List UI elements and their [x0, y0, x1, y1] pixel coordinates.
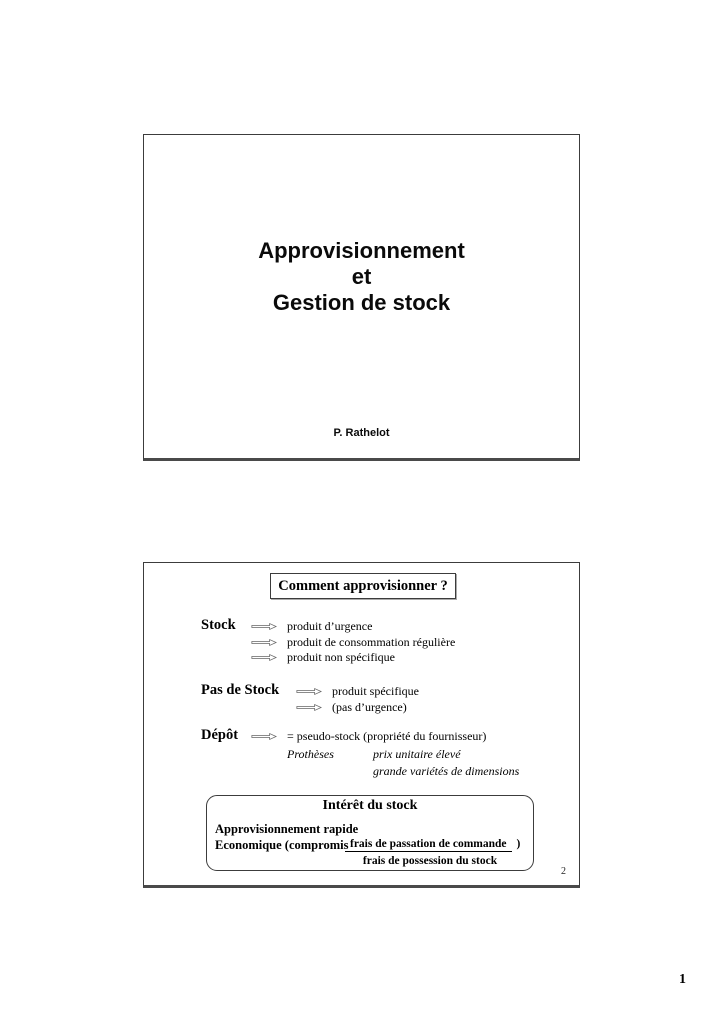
double-arrow-icon: [251, 638, 277, 647]
double-arrow-icon: [296, 687, 322, 696]
pas-de-stock-item-2: (pas d’urgence): [332, 700, 407, 714]
interet-fraction: [345, 838, 520, 852]
depot-label: Dépôt: [201, 727, 239, 743]
double-arrow-icon: [251, 653, 277, 662]
stock-label: Stock: [201, 617, 236, 633]
pas-de-stock-row-1: [296, 685, 419, 698]
stock-row-2: [251, 636, 455, 649]
interet-du-stock-box: [206, 795, 534, 871]
slide2-header-box: [270, 573, 456, 599]
interet-line-1: Approvisionnement rapide: [215, 822, 359, 836]
double-arrow-icon: [251, 622, 277, 631]
depot-example-detail-1: prix unitaire élevé: [373, 747, 461, 761]
depot-example-detail-2: grande variétés de dimensions: [373, 764, 520, 778]
depot-definition: = pseudo-stock (propriété du fournisseur): [287, 729, 487, 743]
slide2-page-number: 2: [561, 866, 566, 877]
stock-item-2: produit de consommation régulière: [287, 634, 456, 649]
interet-box-title: Intérêt du stock: [322, 798, 418, 813]
slide1-title-line1: Approvisionnement: [258, 238, 465, 263]
slide-2: [143, 562, 580, 888]
slide1-title-line3: Gestion de stock: [272, 290, 451, 315]
interet-line-2: Economique (compromis: [215, 838, 349, 852]
pas-de-stock-item-1: produit spécifique: [332, 684, 419, 698]
slide1-author: P. Rathelot: [333, 427, 390, 439]
fraction-close-paren: ): [516, 838, 521, 850]
stock-item-1: produit d’urgence: [287, 619, 373, 633]
double-arrow-icon: [251, 732, 277, 741]
slide-1: [143, 134, 580, 461]
depot-example-label: Prothèses: [287, 747, 334, 761]
slide2-header-label: Comment approvisionner ?: [278, 577, 448, 594]
handout-page-number: 1: [679, 972, 686, 987]
double-arrow-icon: [296, 703, 322, 712]
fraction-numerator: frais de passation de commande: [345, 838, 512, 852]
stock-item-3: produit non spécifique: [287, 650, 395, 664]
stock-row-3: [251, 651, 395, 664]
depot-row: [251, 730, 486, 743]
pas-de-stock-label: Pas de Stock: [201, 682, 280, 698]
pas-de-stock-row-2: [296, 701, 407, 714]
fraction-denominator: frais de possession du stock: [362, 855, 498, 867]
slide1-title-line2: et: [351, 264, 372, 289]
stock-row-1: [251, 620, 372, 633]
slide1-title: [144, 238, 579, 316]
